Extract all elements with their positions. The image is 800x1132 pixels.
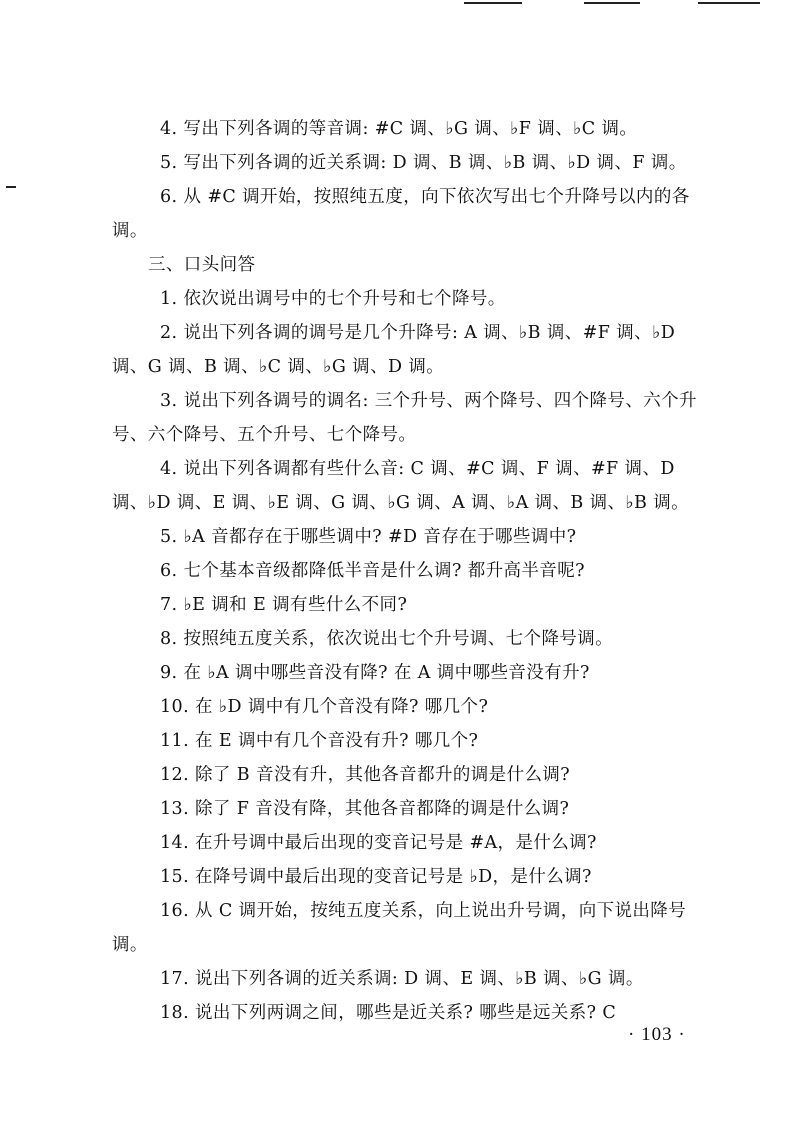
exercise-item: 12. 除了 B 音没有升，其他各音都升的调是什么调? xyxy=(160,765,571,785)
body-text xyxy=(112,112,712,1030)
exercise-item: 4. 说出下列各调都有些什么音: C 调、#C 调、F 调、#F 调、D 调、♭D 调、E 调、♭E 调、G 调、♭G 调、A 调、♭A 调、B 调、♭B 调。 xyxy=(112,459,690,513)
header-rule xyxy=(464,2,522,4)
exercise-item: 7. ♭E 调和 E 调有些什么不同? xyxy=(160,595,408,615)
exercise-item: 5. 写出下列各调的近关系调: D 调、B 调、♭B 调、♭D 调、F 调。 xyxy=(160,153,687,173)
page-number: · 103 · xyxy=(628,1024,686,1045)
exercise-item: 11. 在 E 调中有几个音没有升? 哪几个? xyxy=(160,731,479,751)
exercise-item: 2. 说出下列各调的调号是几个升降号: A 调、♭B 调、#F 调、♭D 调、G 调、B 调、♭C 调、♭G 调、D 调。 xyxy=(112,323,676,377)
exercise-item: 3. 说出下列各调号的调名: 三个升号、两个降号、四个降号、六个升号、六个降号、五个升号、七个降号。 xyxy=(112,391,697,445)
exercise-item: 4. 写出下列各调的等音调: #C 调、♭G 调、♭F 调、♭C 调。 xyxy=(160,119,638,139)
exercise-item: 1. 依次说出调号中的七个升号和七个降号。 xyxy=(160,289,506,309)
exercise-item: 5. ♭A 音都存在于哪些调中? #D 音存在于哪些调中? xyxy=(160,527,577,547)
margin-mark xyxy=(6,186,16,188)
exercise-item: 10. 在 ♭D 调中有几个音没有降? 哪几个? xyxy=(160,697,489,717)
header-rule xyxy=(698,2,760,4)
exercise-item: 13. 除了 F 音没有降，其他各音都降的调是什么调? xyxy=(160,799,570,819)
exercise-item: 9. 在 ♭A 调中哪些音没有降? 在 A 调中哪些音没有升? xyxy=(160,663,590,683)
header-rule xyxy=(584,2,640,4)
section-heading: 三、口头问答 xyxy=(148,255,256,275)
exercise-item: 8. 按照纯五度关系，依次说出七个升号调、七个降号调。 xyxy=(160,629,614,649)
exercise-item: 6. 从 #C 调开始，按照纯五度，向下依次写出七个升降号以内的各调。 xyxy=(112,187,690,241)
exercise-item: 18. 说出下列两调之间，哪些是近关系? 哪些是远关系? C xyxy=(160,1003,617,1023)
exercise-item: 14. 在升号调中最后出现的变音记号是 #A，是什么调? xyxy=(160,833,597,853)
exercise-item: 15. 在降号调中最后出现的变音记号是 ♭D，是什么调? xyxy=(160,867,592,887)
exercise-item: 6. 七个基本音级都降低半音是什么调? 都升高半音呢? xyxy=(160,561,585,581)
exercise-item: 16. 从 C 调开始，按纯五度关系，向上说出升号调，向下说出降号调。 xyxy=(112,901,687,955)
exercise-item: 17. 说出下列各调的近关系调: D 调、E 调、♭B 调、♭G 调。 xyxy=(160,969,644,989)
